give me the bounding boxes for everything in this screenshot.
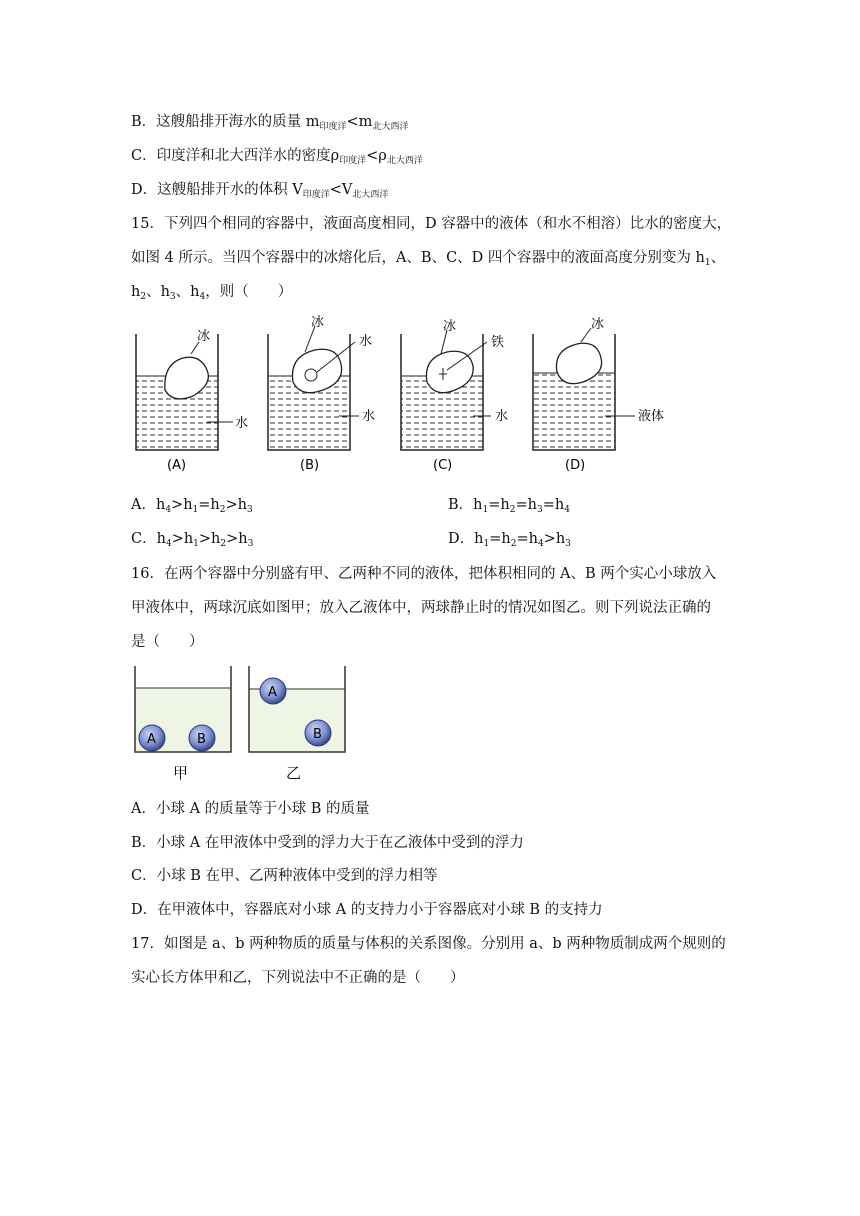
ball-b-yi-label: B [313,727,322,742]
label-water-b-top: 水 [359,334,373,349]
q16-stem-line3: 是（ ） [131,634,204,650]
q16-stem-line1: 16．在两个容器中分别盛有甲、乙两种不同的液体，把体积相同的 A、B 两个实心小球放入 [131,566,717,582]
label-ice-a: 冰 [197,329,211,344]
q14-b-text: B．这艘船排开海水的质量 m [131,114,320,130]
label-a: (A) [167,458,187,473]
label-iron-c: 铁 [491,335,505,350]
label-jia: 甲 [173,764,189,782]
container-a [136,329,248,473]
q15-stem-line3: $h_2$、$h_3$、$h_4$，则（ ） [131,284,293,302]
q16-figure [125,662,365,787]
label-c: (C) [433,458,453,473]
q15-h4-sep: 、h [175,284,200,300]
label-ice-d: 冰 [591,317,605,332]
q14-b-sub1: 印度洋 [319,122,347,132]
q14-c-sub2: 北大西洋 [386,156,423,166]
container-yi [249,666,345,782]
q14-d-sub2: 北大西洋 [352,190,389,200]
q17-stem-line1: 17．如图是 a、b 两种物质的质量与体积的关系图像。分别用 a、b 两种物质制成两个规则的 [131,936,726,952]
label-yi: 乙 [286,764,302,782]
container-d [533,317,664,473]
label-liquid-d: 液体 [638,409,665,424]
q14-c-sub1: 印度洋 [339,156,367,166]
q16-option-b: B．小球 A 在甲液体中受到的浮力大于在乙液体中受到的浮力 [131,835,524,851]
q16-option-a: A．小球 A 的质量等于小球 B 的质量 [131,801,370,817]
q14-d-sub1: 印度洋 [302,190,330,200]
container-b [268,315,375,473]
q14-d-mid: <V [329,182,353,198]
container-c [401,319,508,473]
label-water-c: 水 [495,409,509,424]
q15-figure [125,312,685,477]
q17-stem-line2: 实心长方体甲和乙，下列说法中不正确的是（ ） [131,970,465,986]
q15-option-d: D．$h_1=h_2=h_4>h_3$ [448,531,571,549]
q14-d-text: D．这艘船排开水的体积 V [131,182,303,198]
q15-option-a: A．$h_4>h_1=h_2>h_3$ [131,497,253,515]
ball-b-jia-label: B [197,732,206,747]
q14-b-sub2: 北大西洋 [372,122,409,132]
q15-option-b: B．$h_1=h_2=h_3=h_4$ [448,497,570,515]
ball-a-yi-label: A [268,685,277,700]
label-water-a: 水 [235,416,249,431]
q16-option-c: C．小球 B 在甲、乙两种液体中受到的浮力相等 [131,868,438,884]
label-d: (D) [565,458,586,473]
label-water-b: 水 [362,409,376,424]
q14-c-mid: <ρ [366,148,387,164]
label-ice-b: 冰 [311,315,325,330]
q15-h3-sep: 、h [146,284,170,300]
q14-option-d [131,180,388,205]
q14-b-mid: <m [346,114,373,130]
q16-option-d: D．在甲液体中，容器底对小球 A 的支持力小于容器底对小球 B 的支持力 [131,902,603,918]
q16-stem-line2: 甲液体中，两球沉底如图甲；放入乙液体中，两球静止时的情况如图乙。则下列说法正确的 [131,600,711,616]
q15-option-c: C．$h_4>h_1>h_2>h_3$ [131,531,254,549]
q14-c-text: C．印度洋和北大西洋水的密度ρ [131,148,340,164]
label-ice-c: 冰 [443,319,457,334]
container-jia [135,666,231,782]
q15-stem-tail: ，则（ ） [205,284,293,300]
q15-stem-line1: 15．下列四个相同的容器中，液面高度相同，D 容器中的液体（和水不相溶）比水的密度大， [131,216,732,232]
q14-option-c [131,146,423,171]
q15-stem-line2-text: 如图 4 所示。当四个容器中的冰熔化后，A、B、C、D 四个容器中的液面高度分别变为 h [131,250,705,266]
ball-a-jia-label: A [147,732,156,747]
q15-stem-line2: 如图 4 所示。当四个容器中的冰熔化后，A、B、C、D 四个容器中的液面高度分别变为 $h_1$、 [131,250,726,268]
label-b: (B) [300,458,320,473]
q14-option-b [131,112,408,137]
